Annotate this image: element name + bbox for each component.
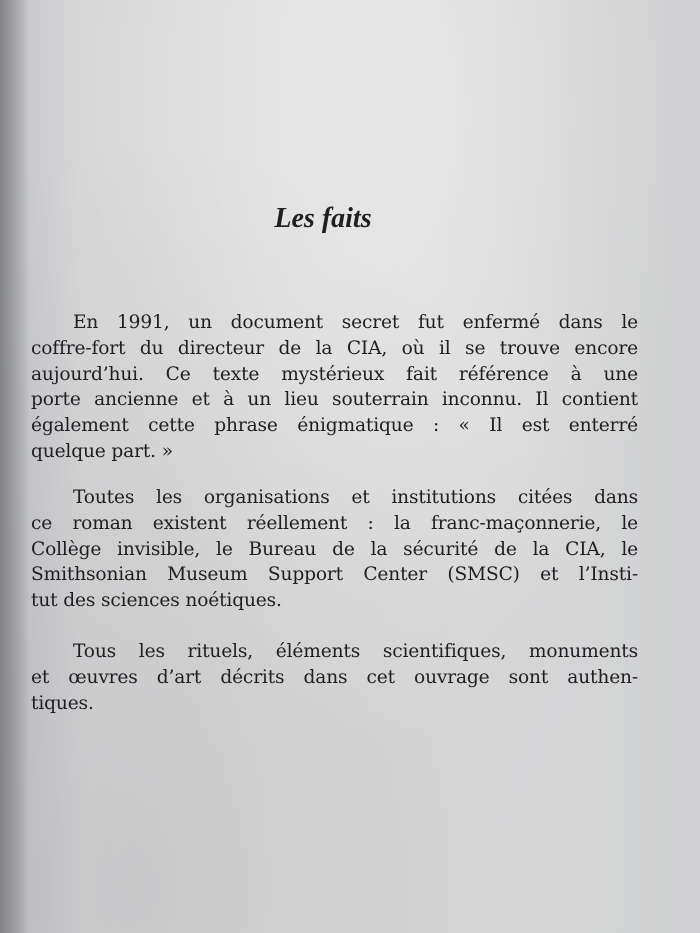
paragraph-line: Toutes les organisations et institutions citées dans [73, 487, 638, 508]
page-title: Les faits [274, 203, 372, 234]
paragraph-line: En 1991, un document secret fut enfermé dans le [73, 312, 638, 333]
paragraph-line: aujourd’hui. Ce texte mystérieux fait référence à une [31, 363, 638, 385]
paragraph-line: également cette phrase énigmatique : « Il est enterré [31, 415, 638, 437]
paragraph-line: Collège invisible, le Bureau de la sécurité de la CIA, le [31, 538, 638, 560]
paragraph-line: quelque part. » [31, 440, 173, 462]
paragraph-line: Smithsonian Museum Support Center (SMSC) et l’Insti- [31, 564, 638, 586]
paragraph-line: coffre-fort du directeur de la CIA, où il se trouve encore [31, 337, 638, 359]
paragraph-line: ce roman existent réellement : la franc-maçonnerie, le [31, 512, 638, 534]
paragraph-3 [31, 639, 638, 716]
paragraph-line: et œuvres d’art décrits dans cet ouvrage sont authen- [31, 666, 638, 688]
paragraph-line: tut des sciences noétiques. [31, 590, 282, 612]
page-edge-shadow [0, 0, 30, 933]
paragraph-line: porte ancienne et à un lieu souterrain inconnu. Il contient [31, 389, 638, 411]
paragraph-1 [31, 310, 638, 465]
paragraph-2 [31, 485, 638, 614]
paragraph-line: Tous les rituels, éléments scientifiques, monuments [73, 641, 638, 662]
paragraph-line: tiques. [31, 692, 94, 714]
